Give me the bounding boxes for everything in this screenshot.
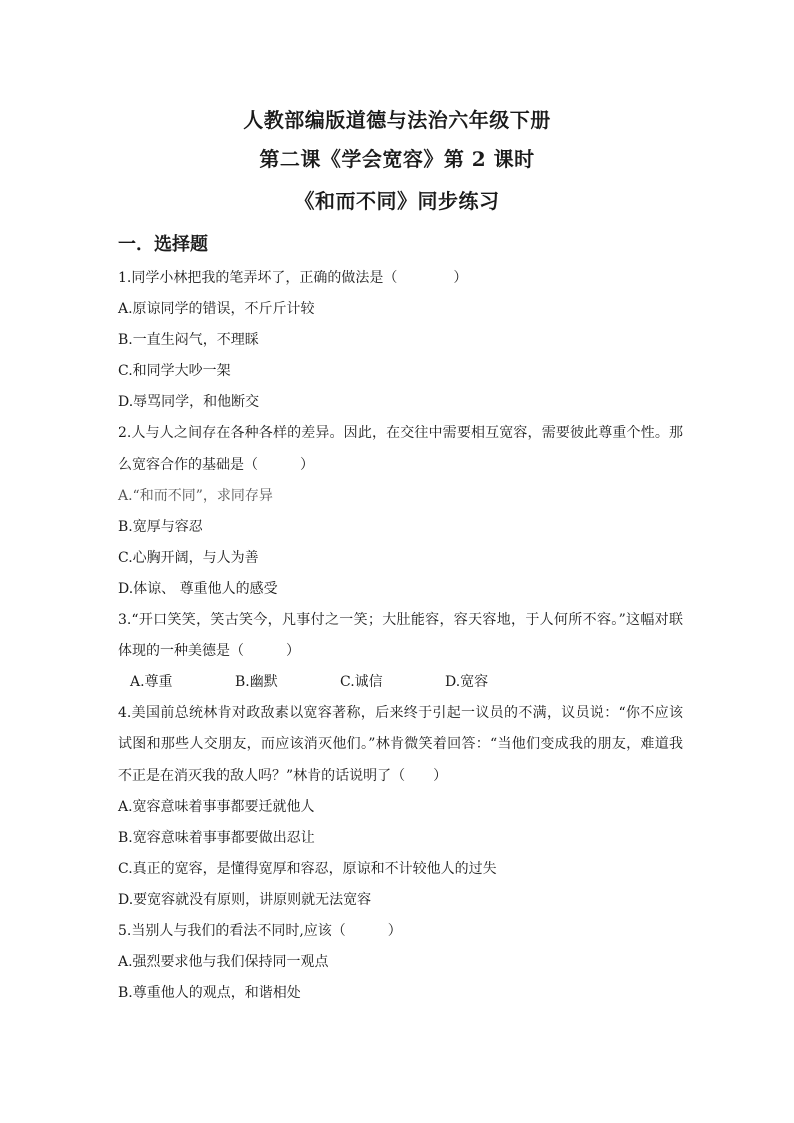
question-options-row bbox=[118, 667, 683, 698]
question-option: A.原谅同学的错误，不斤斤计较 bbox=[118, 301, 315, 318]
document-title: 人教部编版道德与法治六年级下册 bbox=[243, 108, 551, 132]
question-stem: 3.“开口笑笑，笑古笑今，凡事付之一笑；大肚能容，容天容地，于人何所不容。”这幅对联体现的一种美德是（ ） bbox=[118, 612, 683, 660]
question-option: B.尊重他人的观点，和谐相处 bbox=[118, 985, 301, 1002]
question-option: D.宽容 bbox=[445, 674, 489, 691]
lesson-title: 第二课《学会宽容》第 2 课时 bbox=[259, 147, 535, 171]
question-option: B.幽默 bbox=[235, 674, 278, 691]
section-heading: 一．选择题 bbox=[118, 234, 208, 255]
question-option: A.“和而不同”，求同存异 bbox=[118, 487, 273, 504]
question-stem: 1.同学小林把我的笔弄坏了，正确的做法是（ ） bbox=[118, 270, 468, 286]
question-list bbox=[118, 263, 683, 1009]
question-option: A.宽容意味着事事都要迁就他人 bbox=[118, 798, 315, 815]
exercise-title: 《和而不同》同步练习 bbox=[294, 189, 500, 213]
question-option: D.辱骂同学，和他断交 bbox=[118, 394, 260, 411]
question-option: D.体谅、 尊重他人的感受 bbox=[118, 580, 278, 597]
question-option: A.强烈要求他与我们保持同一观点 bbox=[118, 954, 329, 971]
question-option: C.心胸开阔，与人为善 bbox=[118, 549, 259, 566]
question-option: C.诚信 bbox=[340, 674, 383, 691]
question-option: D.要宽容就没有原则，讲原则就无法宽容 bbox=[118, 891, 372, 908]
question-option: C.和同学大吵一架 bbox=[118, 363, 231, 380]
question-stem: 2.人与人之间存在各种各样的差异。因此，在交往中需要相互宽容，需要彼此尊重个性。那么宽容合作的基础是（ ） bbox=[118, 425, 683, 473]
question-stem: 5.当别人与我们的看法不同时,应该（ ） bbox=[118, 922, 402, 939]
question-option: A.尊重 bbox=[130, 674, 173, 691]
question-option: B.一直生闷气，不理睬 bbox=[118, 332, 259, 349]
question-option: B.宽厚与容忍 bbox=[118, 518, 203, 535]
question-option: C.真正的宽容，是懂得宽厚和容忍，原谅和不计较他人的过失 bbox=[118, 860, 497, 877]
question-option: B.宽容意味着事事都要做出忍让 bbox=[118, 829, 315, 846]
question-stem: 4.美国前总统林肯对政敌素以宽容著称，后来终于引起一议员的不满，议员说：“你不应该试图和那些人交朋友，而应该消灭他们。”林肯微笑着回答：“当他们变成我的朋友，难道我不正是在消灭我的敌人吗？”林肯的话说明了（ ） bbox=[118, 705, 683, 784]
